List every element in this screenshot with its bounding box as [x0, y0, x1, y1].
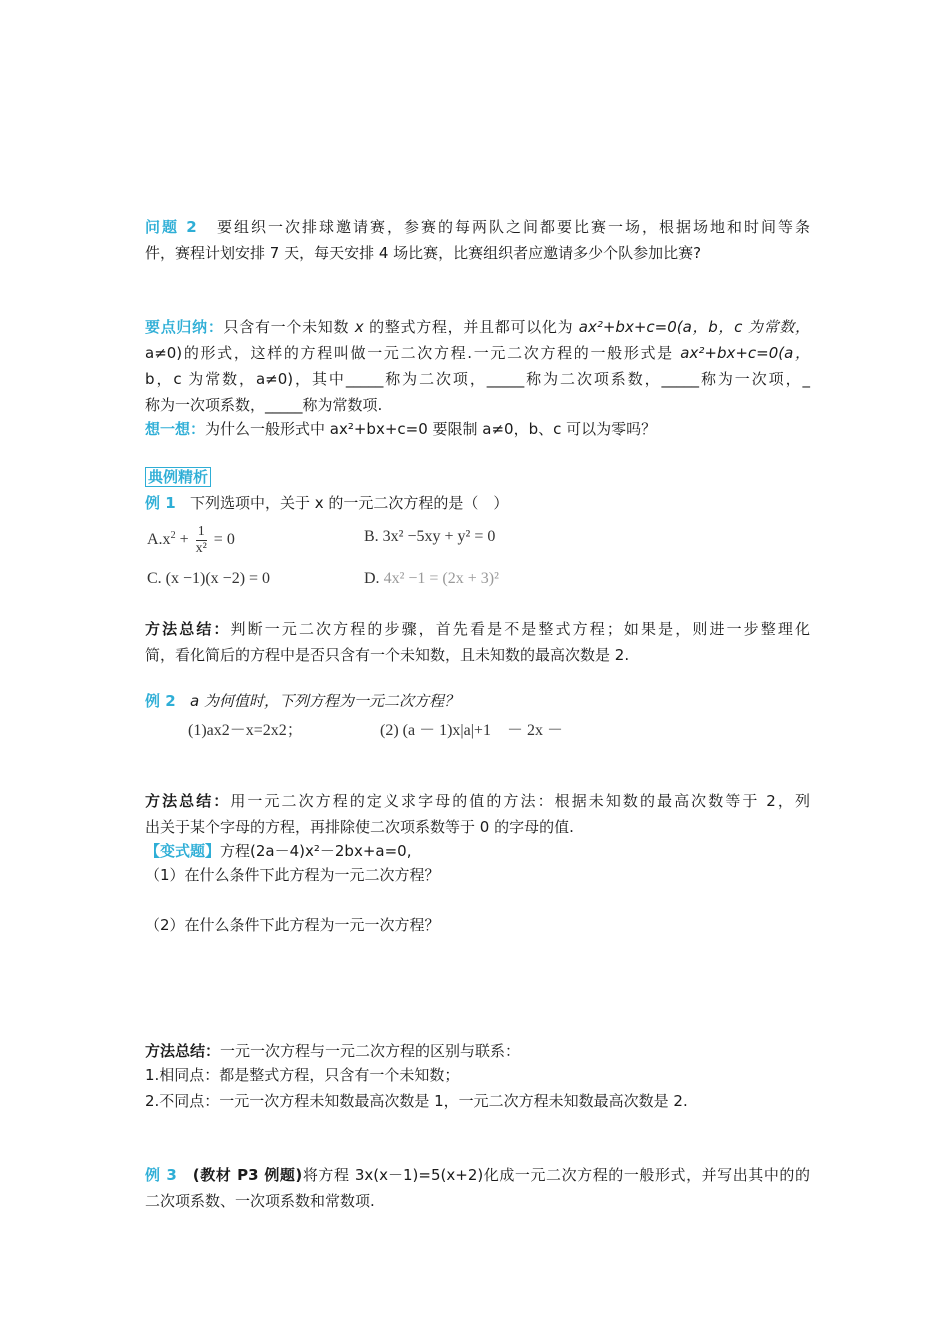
option-a-fraction — [196, 524, 207, 557]
problem2-text1: 要组织一次排球邀请赛，参赛的每两队之间都要比赛一场，根据场地和时间等条 — [216, 218, 810, 236]
think-text: 为什么一般形式中 ax²+bx+c=0 要限制 a≠0，b、c 可以为零吗？ — [205, 420, 657, 438]
method3-label: 方法总结： — [145, 1042, 221, 1060]
option-a-prefix: A.x — [147, 531, 171, 549]
keypoints-text2a: a≠0)的形式，这样的方程叫做一元二次方程.一元二次方程的一般形式是 — [145, 344, 681, 362]
example3-line2: 二次项系数、一次项系数和常数项. — [145, 1192, 375, 1210]
keypoints-eq1: ax²+bx+c=0(a，b，c 为常数， — [578, 318, 810, 336]
problem2-label: 问题 2 — [145, 218, 197, 236]
keypoints-x: x — [354, 318, 364, 336]
example2-line — [145, 690, 810, 712]
variant-line — [145, 840, 810, 862]
example1-option-b: B. 3x² −5xy + y² = 0 — [364, 528, 496, 545]
example3-label: 例 3 — [145, 1166, 177, 1184]
variant-q2: （2）在什么条件下此方程为一元一次方程？ — [145, 916, 440, 934]
option-a-eq: = 0 — [209, 531, 235, 549]
method2-line1 — [145, 790, 810, 812]
example3-line1 — [145, 1164, 810, 1186]
example2-label: 例 2 — [145, 692, 176, 710]
method2-text1: 用一元二次方程的定义求字母的值的方法：根据未知数的最高次数等于 2，列 — [230, 792, 810, 810]
section-title-line — [145, 466, 810, 488]
keypoints-text1b: 的整式方程，并且都可以化为 — [363, 318, 579, 336]
option-a-numerator: 1 — [196, 524, 207, 541]
example1-option-c: C. (x −1)(x −2) = 0 — [147, 570, 271, 587]
example2-item1: (1)ax2－x=2x2； — [188, 722, 303, 739]
keypoints-eq2: ax²+bx+c=0(a， — [680, 344, 810, 362]
keypoints-line3: b，c 为常数，a≠0)，其中_____称为二次项，_____称为二次项系数，_____称为一次项，_ — [145, 370, 810, 388]
method1-line2: 简，看化简后的方程中是否只含有一个未知数，且未知数的最高次数是 2. — [145, 646, 630, 664]
example2-item2: (2) (a － 1)x|a|+1 － 2x － — [380, 722, 563, 739]
think-label: 想一想： — [145, 420, 206, 438]
example2-text: a 为何值时，下列方程为一元二次方程？ — [189, 692, 459, 710]
problem2-line1 — [145, 216, 810, 238]
example1-label: 例 1 — [145, 494, 176, 512]
option-d-expr: 4x² −1 = (2x + 3)² — [383, 570, 499, 587]
method3-text1: 一元一次方程与一元二次方程的区别与联系： — [220, 1042, 521, 1060]
keypoints-line1 — [145, 316, 810, 338]
example3-text1: 将方程 3x(x－1)=5(x+2)化成一元二次方程的一般形式，并写出其中的的 — [302, 1166, 810, 1184]
method2-label: 方法总结： — [145, 792, 231, 810]
method3-line2: 1.相同点：都是整式方程，只含有一个未知数； — [145, 1066, 460, 1084]
keypoints-line4: 称为一次项系数，_____称为常数项. — [145, 396, 383, 414]
keypoints-line2 — [145, 342, 810, 364]
option-a-denominator: x² — [195, 541, 207, 556]
variant-q1: （1）在什么条件下此方程为一元二次方程？ — [145, 866, 440, 884]
method1-label: 方法总结： — [145, 620, 231, 638]
example1-option-d — [364, 568, 499, 590]
think-line — [145, 418, 810, 440]
example1-text: 下列选项中，关于 x 的一元二次方程的是（ ） — [189, 494, 509, 512]
method3-line1 — [145, 1040, 810, 1062]
problem2-line2: 件，赛程计划安排 7 天，每天安排 4 场比赛，比赛组织者应邀请多少个队参加比赛? — [145, 244, 702, 262]
method3-line3: 2.不同点：一元一次方程未知数最高次数是 1，一元二次方程未知数最高次数是 2. — [145, 1092, 688, 1110]
variant-label: 【变式题】 — [145, 842, 221, 860]
section-title: 典例精析 — [145, 467, 211, 487]
option-d-prefix: D. — [364, 570, 384, 587]
keypoints-label: 要点归纳： — [145, 318, 224, 336]
method1-line1 — [145, 618, 810, 640]
method2-line2: 出关于某个字母的方程，再排除使二次项系数等于 0 的字母的值. — [145, 818, 574, 836]
variant-text: 方程(2a－4)x²－2bx+a=0, — [220, 842, 412, 860]
option-a-plus: + — [175, 531, 193, 549]
keypoints-text1a: 只含有一个未知数 — [223, 318, 355, 336]
example1-option-a: $A.x^2$ + $\frac{1}{\text{x²}}$ = 0 — [147, 524, 235, 556]
example3-source: (教材 P3 例题) — [192, 1166, 303, 1184]
method1-text1: 判断一元二次方程的步骤，首先看是不是整式方程；如果是，则进一步整理化 — [230, 620, 810, 638]
example1-line — [145, 492, 810, 514]
